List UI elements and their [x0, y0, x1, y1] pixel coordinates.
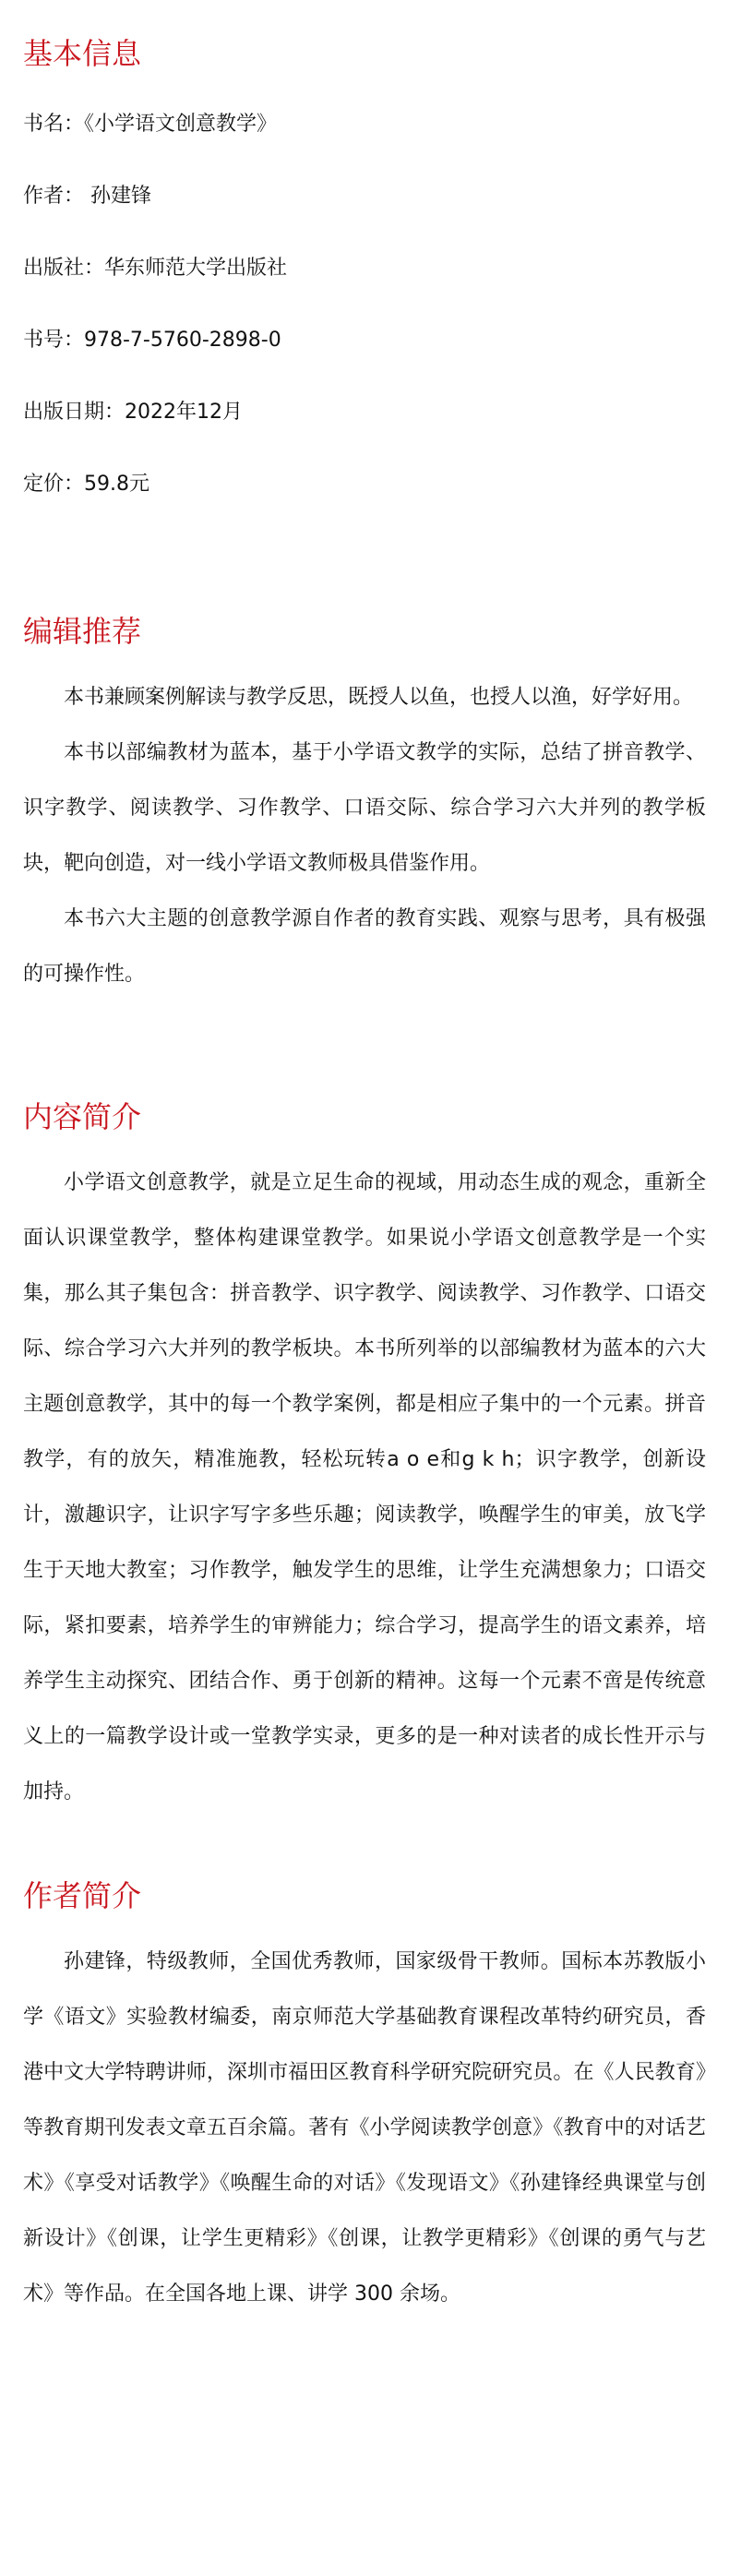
content-summary-title: 内容简介 [23, 1099, 142, 1134]
recommend-paragraph: 本书兼顾案例解读与教学反思，既授人以鱼，也授人以渔，好学好用。 [64, 686, 694, 709]
author-paragraph: 孙建锋，特级教师，全国优秀教师，国家级骨干教师。国标本苏教版小学《语文》实验教材编委，南京师范大学基础教育课程改革特约研究员，香港中文大学特聘讲师，深圳市福田区教育科学研究院研究员。在《人民教育》等教育期刊发表文章五百余篇。著有《小学阅读教学创意》《教育中的对话艺术》《享受对话教学》《唤醒生命的对话》《发现语文》《孙建锋经典课堂与创新设计》《创课，让学生更精彩》《创课，让教学更精彩》《创课的勇气与艺术》等作品。在全国各地上课、讲学 300 余场。 [23, 1950, 706, 2306]
book-title-line: 书名：《小学语文创意教学》 [23, 113, 278, 136]
publisher-line: 出版社：华东师范大学出版社 [23, 257, 288, 280]
author-intro-title: 作者简介 [23, 1878, 142, 1913]
price-line: 定价：59.8元 [23, 473, 149, 496]
editor-recommend-section [23, 611, 706, 1002]
author-line: 作者： 孙建锋 [23, 185, 151, 208]
author-intro-section [23, 1875, 706, 2322]
isbn-line: 书号：978-7-5760-2898-0 [23, 329, 281, 352]
editor-recommend-title: 编辑推荐 [23, 614, 142, 649]
recommend-paragraph: 本书六大主题的创意教学源自作者的教育实践、观察与思考，具有极强的可操作性。 [23, 907, 706, 986]
content-summary-section [23, 1096, 706, 1820]
basic-info-section [23, 0, 706, 498]
basic-info-title: 基本信息 [23, 36, 142, 71]
summary-paragraph: 小学语文创意教学，就是立足生命的视域，用动态生成的观念，重新全面认识课堂教学，整体构建课堂教学。如果说小学语文创意教学是一个实集，那么其子集包含：拼音教学、识字教学、阅读教学、习作教学、口语交际、综合学习六大并列的教学板块。本书所列举的以部编教材为蓝本的六大主题创意教学，其中的每一个教学案例，都是相应子集中的一个元素。拼音教学，有的放矢，精准施教，轻松玩转a o e和g k h；识字教学，创新设计，激趣识字，让识字写字多些乐趣；阅读教学，唤醒学生的审美，放飞学生于天地大教室；习作教学，触发学生的思维，让学生充满想象力；口语交际，紧扣要素，培养学生的审辨能力；综合学习，提高学生的语文素养，培养学生主动探究、团结合作、勇于创新的精神。这每一个元素不啻是传统意义上的一篇教学设计或一堂教学实录，更多的是一种对读者的成长性开示与加持。 [23, 1171, 706, 1803]
recommend-paragraph: 本书以部编教材为蓝本，基于小学语文教学的实际，总结了拼音教学、识字教学、阅读教学、习作教学、口语交际、综合学习六大并列的教学板块，靶向创造，对一线小学语文教师极具借鉴作用。 [23, 741, 706, 875]
publish-date-line: 出版日期：2022年12月 [23, 401, 243, 424]
